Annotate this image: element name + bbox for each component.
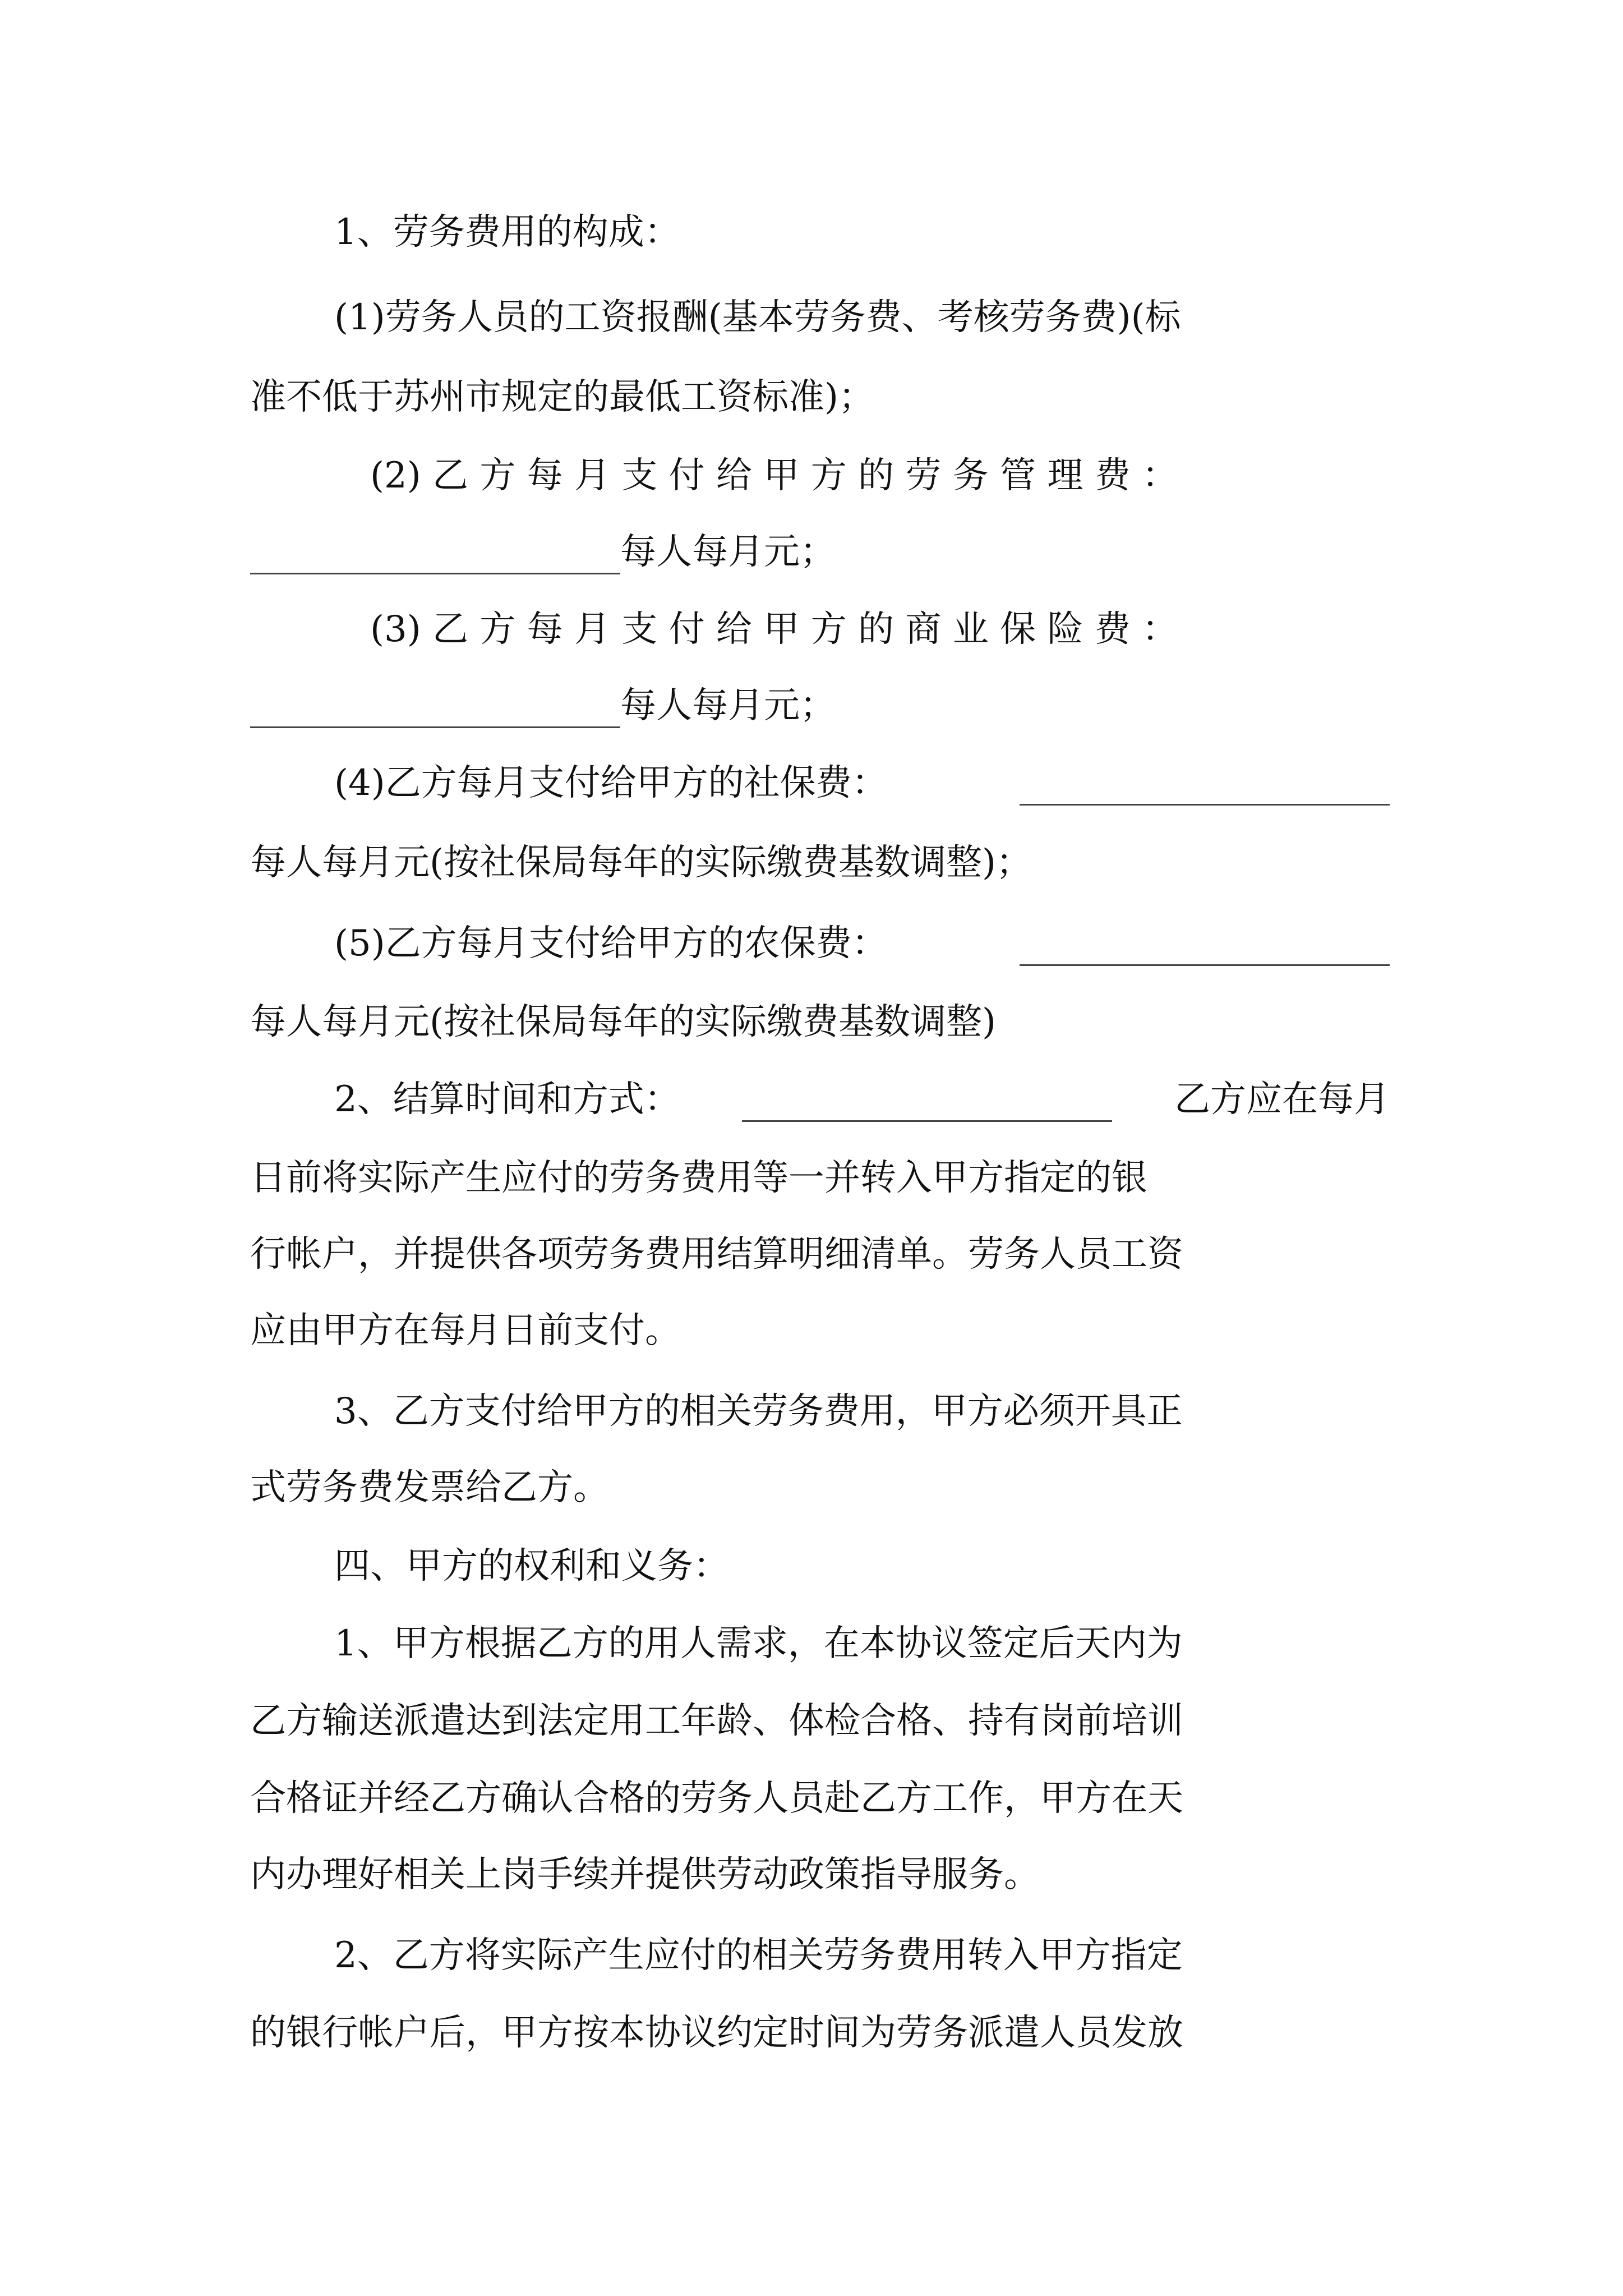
fill-in-blank [1020,927,1390,966]
paragraph-line: 每人每月元(按社保局每年的实际缴费基数调整) [250,1001,996,1043]
fill-in-blank [250,536,620,574]
paragraph-line [334,1077,1390,1122]
fill-in-blank [742,1083,1112,1122]
paragraph-line: 的银行帐户后，甲方按本协议约定时间为劳务派遣人员发放 [250,2012,1183,2054]
paragraph-text: 乙方应在每月 [1174,1079,1390,1120]
paragraph-line [250,683,836,728]
section-heading: 四、甲方的权利和义务： [334,1545,729,1587]
fill-in-blank [250,689,620,728]
paragraph-line: 准不低于苏州市规定的最低工资标准)； [250,376,874,418]
paragraph-line [334,295,1390,340]
paragraph-text: 2、结算时间和方式： [334,1079,680,1120]
paragraph-line: 内办理好相关上岗手续并提供劳动政策指导服务。 [250,1854,1040,1895]
paragraph-line: 2、乙方将实际产生应付的相关劳务费用转入甲方指定 [334,1935,1183,1976]
paragraph-line: 行帐户，并提供各项劳务费用结算明细清单。劳务人员工资 [250,1234,1183,1275]
paragraph-text: (4)乙方每月支付给甲方的社保费： [334,762,888,804]
paragraph-line: 应由甲方在每月日前支付。 [250,1310,681,1351]
paragraph-line: 1、劳务费用的构成： [334,211,680,253]
paragraph-text: 每人每月元； [620,685,836,726]
paragraph-line: 式劳务费发票给乙方。 [250,1467,609,1508]
paragraph-line [370,453,1390,498]
paragraph-line: 合格证并经乙方确认合格的劳务人员赴乙方工作，甲方在天 [250,1778,1183,1819]
paragraph-line: 1、甲方根据乙方的用人需求，在本协议签定后天内为 [334,1623,1183,1664]
paragraph-text: (3) 乙 方 每 月 支 付 给 甲 方 的 商 业 保 险 费 ： [370,609,1178,650]
paragraph-line [334,761,1390,806]
paragraph-line: 3、乙方支付给甲方的相关劳务费用，甲方必须开具正 [334,1391,1183,1432]
paragraph-line [370,607,1390,652]
paragraph-text: 每人每月元； [620,531,836,573]
paragraph-text: (2) 乙 方 每 月 支 付 给 甲 方 的 劳 务 管 理 费 ： [370,455,1178,496]
paragraph-text: (5)乙方每月支付给甲方的农保费： [334,923,888,964]
paragraph-text: (1)劳务人员的工资报酬(基本劳务费、考核劳务费)(标 [334,297,1181,338]
paragraph-line: 日前将实际产生应付的劳务费用等一并转入甲方指定的银 [250,1157,1147,1199]
fill-in-blank [1020,767,1390,806]
paragraph-line: 乙方输送派遣达到法定用工年龄、体检合格、持有岗前培训 [250,1700,1183,1742]
paragraph-line [334,921,1390,966]
paragraph-line [250,530,836,574]
paragraph-line: 每人每月元(按社保局每年的实际缴费基数调整)； [250,842,1032,884]
